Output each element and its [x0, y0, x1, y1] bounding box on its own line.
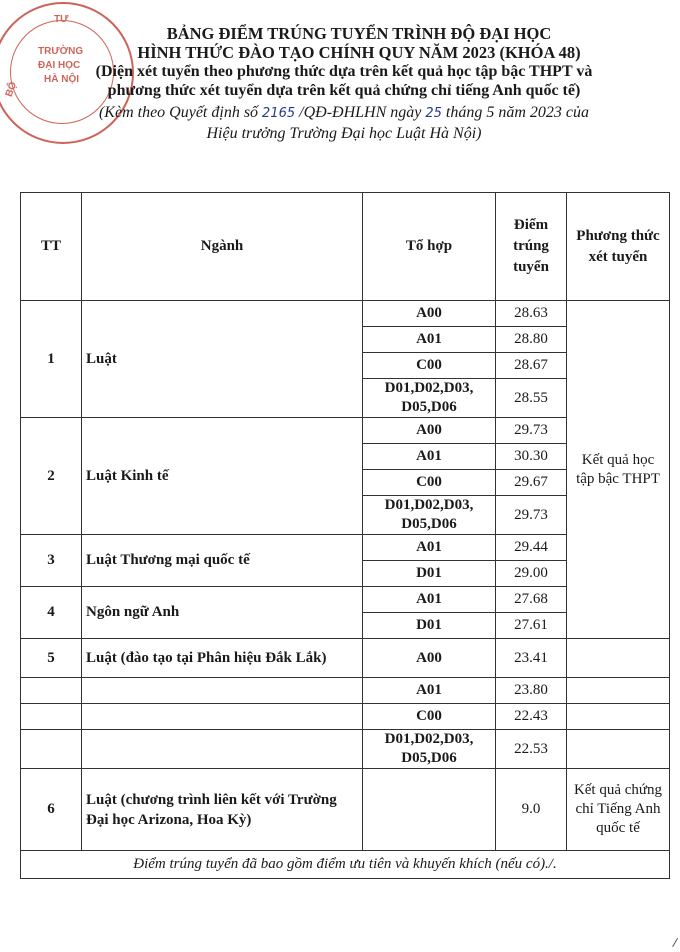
score-cell: 28.63	[496, 301, 567, 327]
table-row	[21, 301, 670, 327]
table-header-row	[21, 193, 670, 301]
tt-cell: 4	[21, 587, 82, 639]
table-row	[21, 639, 670, 678]
header-phuong-thuc: Phương thức xét tuyển	[567, 193, 670, 301]
admission-score-table	[20, 192, 670, 879]
tt-empty-cell	[21, 678, 82, 704]
combo-cell: A01	[363, 327, 496, 353]
score-cell: 28.80	[496, 327, 567, 353]
combo-cell: A01	[363, 535, 496, 561]
tt-cell: 6	[21, 769, 82, 851]
major-cell: Luật (chương trình liên kết với Trường Đại học Arizona, Hoa Kỳ)	[82, 769, 363, 851]
tt-empty-cell	[21, 730, 82, 769]
seal-line-2: ĐẠI HỌC	[38, 60, 81, 71]
table-row	[21, 730, 670, 769]
score-cell: 27.68	[496, 587, 567, 613]
combo-cell: A01	[363, 444, 496, 470]
score-cell: 28.55	[496, 379, 567, 418]
major-cell: Luật (đào tạo tại Phân hiệu Đắk Lắk)	[82, 639, 363, 678]
method-empty-cell	[567, 704, 670, 730]
combo-cell: A01	[363, 587, 496, 613]
combo-cell: D01	[363, 561, 496, 587]
decision-line-2: Hiệu trưởng Trường Đại học Luật Hà Nội)	[206, 125, 482, 142]
table-row	[21, 769, 670, 851]
combo-cell: C00	[363, 470, 496, 496]
table-row	[21, 704, 670, 730]
combo-cell: D01	[363, 613, 496, 639]
score-cell: 22.43	[496, 704, 567, 730]
seal-top-text: TƯ	[54, 14, 69, 25]
score-cell: 29.67	[496, 470, 567, 496]
major-cell: Luật	[82, 301, 363, 418]
score-cell: 9.0	[496, 769, 567, 851]
tt-cell: 3	[21, 535, 82, 587]
document-header	[20, 24, 668, 144]
score-cell: 29.73	[496, 418, 567, 444]
score-cell: 27.61	[496, 613, 567, 639]
seal-side-text: BỘ	[3, 80, 20, 99]
score-cell: 29.73	[496, 496, 567, 535]
combo-cell: C00	[363, 353, 496, 379]
major-cell: Ngôn ngữ Anh	[82, 587, 363, 639]
decision-line-1	[20, 103, 668, 124]
subtitle-line-2: phương thức xét tuyển dựa trên kết quả chứng chỉ tiếng Anh quốc tế)	[107, 82, 581, 99]
tt-empty-cell	[21, 704, 82, 730]
score-cell: 23.41	[496, 639, 567, 678]
combo-cell	[363, 769, 496, 851]
major-cell: Luật Kinh tế	[82, 418, 363, 535]
title-line-1: BẢNG ĐIỂM TRÚNG TUYỂN TRÌNH ĐỘ ĐẠI HỌC	[166, 24, 552, 43]
score-cell: 23.80	[496, 678, 567, 704]
score-cell: 29.44	[496, 535, 567, 561]
tt-cell: 2	[21, 418, 82, 535]
major-empty-cell	[82, 730, 363, 769]
major-empty-cell	[82, 704, 363, 730]
method-empty-cell	[567, 730, 670, 769]
decision-suffix: tháng 5 năm 2023 của	[445, 104, 590, 121]
decision-day: 25	[425, 106, 442, 121]
decision-number: 2165	[262, 106, 296, 121]
header-nganh: Ngành	[82, 193, 363, 301]
combo-cell: A00	[363, 639, 496, 678]
combo-cell: A01	[363, 678, 496, 704]
score-cell: 29.00	[496, 561, 567, 587]
score-cell: 22.53	[496, 730, 567, 769]
combo-cell: D01,D02,D03, D05,D06	[363, 496, 496, 535]
tt-cell: 1	[21, 301, 82, 418]
combo-cell: D01,D02,D03, D05,D06	[363, 730, 496, 769]
combo-cell: A00	[363, 301, 496, 327]
seal-line-3: HÀ NỘI	[44, 74, 79, 85]
score-cell: 30.30	[496, 444, 567, 470]
combo-cell: C00	[363, 704, 496, 730]
tt-cell: 5	[21, 639, 82, 678]
page-edge-mark	[667, 935, 678, 947]
decision-prefix: (Kèm theo Quyết định số	[98, 104, 259, 121]
major-cell: Luật Thương mại quốc tế	[82, 535, 363, 587]
score-cell: 28.67	[496, 353, 567, 379]
decision-mid: /QĐ-ĐHLHN ngày	[299, 104, 422, 121]
footnote: Điểm trúng tuyển đã bao gồm điểm ưu tiên và khuyến khích (nếu có)./.	[21, 851, 670, 879]
combo-cell: D01,D02,D03, D05,D06	[363, 379, 496, 418]
header-tt: TT	[21, 193, 82, 301]
subtitle-line-1: (Diện xét tuyển theo phương thức dựa trên kết quả học tập bậc THPT và	[95, 63, 593, 80]
method-empty-cell	[567, 639, 670, 678]
footnote-row	[21, 851, 670, 879]
method-thpt-cell: Kết quả học tập bậc THPT	[567, 301, 670, 639]
title-line-2: HÌNH THỨC ĐÀO TẠO CHÍNH QUY NĂM 2023 (KHÓA 48)	[137, 43, 581, 62]
header-to-hop: Tổ hợp	[363, 193, 496, 301]
major-empty-cell	[82, 678, 363, 704]
method-empty-cell	[567, 678, 670, 704]
table-row	[21, 678, 670, 704]
header-diem: Điểm trúng tuyển	[496, 193, 567, 301]
combo-cell: A00	[363, 418, 496, 444]
seal-line-1: TRƯỜNG	[38, 46, 84, 57]
method-cert-cell: Kết quả chứng chỉ Tiếng Anh quốc tế	[567, 769, 670, 851]
